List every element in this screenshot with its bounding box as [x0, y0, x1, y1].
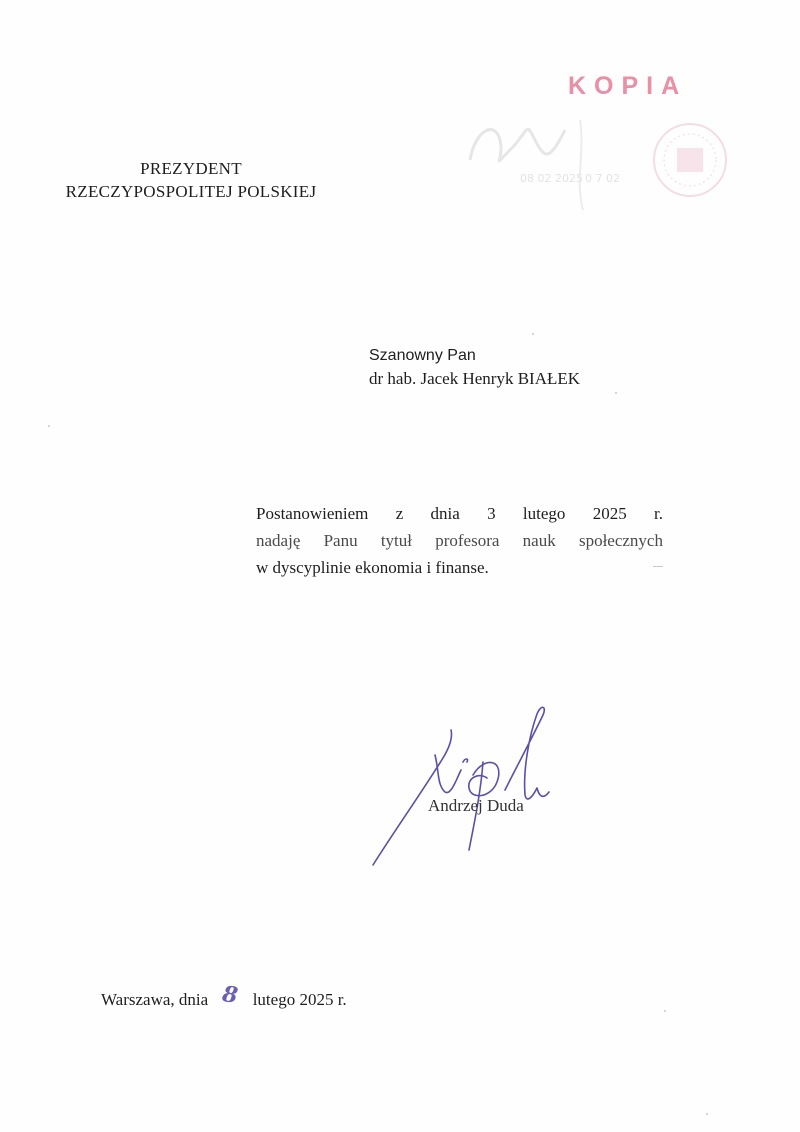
letterhead-title: PREZYDENT	[140, 159, 242, 178]
recipient-name-prefix: dr hab. Jacek Henryk	[369, 369, 518, 388]
scan-speck	[664, 1010, 666, 1012]
body-word: Panu	[323, 531, 358, 550]
signatory-name: Andrzej Duda	[428, 796, 524, 815]
handwritten-day: 8	[221, 981, 240, 1009]
date-prefix: Warszawa, dnia	[101, 990, 209, 1009]
show-through-marks	[455, 100, 755, 220]
letterhead-subtitle: RZECZYPOSPOLITEJ POLSKIEJ	[65, 182, 317, 201]
body-line-3: w dyscyplinie ekonomia i finanse.	[256, 558, 489, 577]
body-word: profesora	[435, 531, 500, 550]
body-word: tytuł	[380, 531, 412, 550]
body-word: 2025	[592, 504, 627, 523]
place-and-date	[101, 981, 347, 1011]
svg-text:0 7 02: 0 7 02	[585, 172, 620, 185]
body-word: Postanowieniem	[256, 504, 369, 523]
letter-body	[256, 500, 663, 581]
body-word: nadaję	[256, 531, 301, 550]
body-word: z	[395, 504, 404, 523]
scan-speck	[532, 333, 534, 335]
recipient-surname: BIAŁEK	[517, 369, 581, 388]
svg-text:08 02 2025: 08 02 2025	[520, 172, 583, 185]
body-word: nauk	[522, 531, 556, 550]
body-word: lutego	[522, 504, 566, 523]
handwritten-signature	[365, 700, 565, 875]
body-line-2	[256, 527, 663, 554]
recipient-name	[369, 367, 580, 390]
body-word: r.	[654, 504, 663, 523]
scan-speck	[615, 392, 617, 394]
body-word: społecznych	[578, 531, 663, 550]
salutation: Szanowny Pan	[369, 347, 476, 364]
date-suffix: lutego 2025 r.	[252, 990, 347, 1009]
body-line-1	[256, 500, 663, 527]
body-word: 3	[487, 504, 496, 523]
addressee-block	[369, 344, 580, 390]
scan-speck	[48, 425, 50, 427]
body-word: dnia	[430, 504, 460, 523]
scan-speck	[706, 1113, 708, 1115]
letterhead	[36, 157, 346, 203]
copy-stamp: KOPIA	[568, 72, 688, 100]
